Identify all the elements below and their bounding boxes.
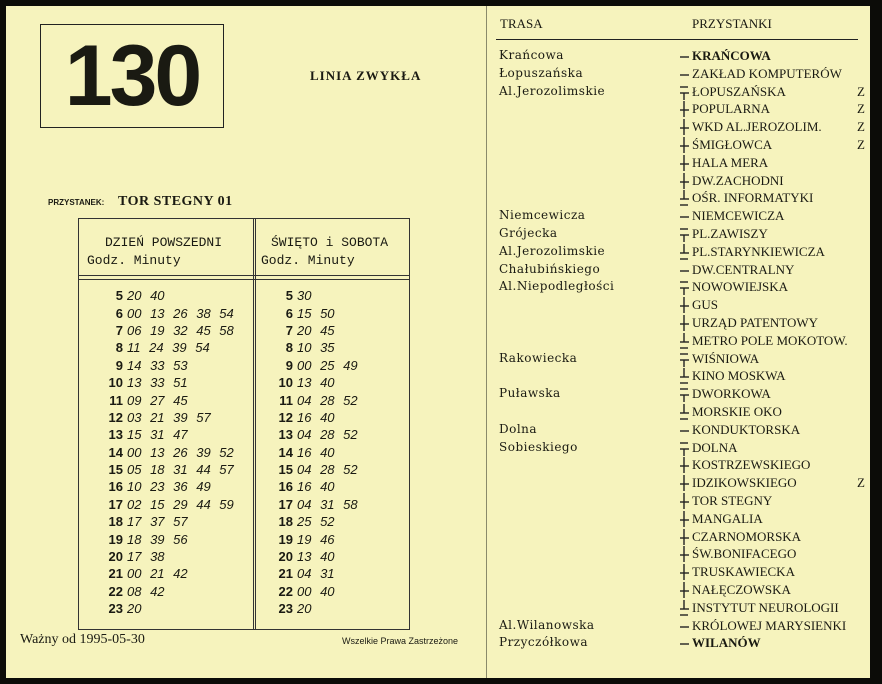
minutes: 11 24 39 54: [127, 340, 210, 356]
route-connector-dash: [675, 208, 691, 224]
column-divider: [486, 6, 487, 678]
line-number-box: [40, 24, 224, 128]
minutes: 10 23 36 49: [127, 479, 211, 495]
route-connector-bot: [675, 190, 691, 206]
route-connector-dash: [675, 422, 691, 438]
minutes: 19 46: [297, 531, 335, 547]
route-connector-top: [675, 279, 691, 295]
request-stop-marker: Z: [857, 137, 865, 152]
minutes: 20 45: [297, 322, 335, 338]
timetable-row: [87, 444, 234, 461]
minutes: 14 33 53: [127, 357, 188, 373]
minutes: 05 18 31 44 57: [127, 462, 234, 478]
hour: 19: [278, 531, 293, 547]
minutes: 00 13 26 38 54: [127, 305, 234, 321]
route-connector-dash: [675, 618, 691, 634]
request-stop-marker: Z: [857, 119, 865, 135]
route-connector-bot: [675, 244, 691, 260]
route-stop: NOWOWIEJSKA: [692, 279, 789, 295]
street-name: Sobieskiego: [499, 439, 578, 454]
timetable-row: [87, 583, 234, 600]
minutes: 13 40: [297, 549, 335, 565]
route-header: TRASA: [500, 16, 543, 31]
hour: 20: [108, 549, 123, 565]
timetable-row: [257, 444, 358, 461]
hour: 8: [285, 340, 293, 356]
timetable-row: [87, 548, 234, 565]
timetable-row: [87, 322, 234, 339]
line-type: LINIA ZWYKŁA: [310, 68, 422, 83]
route-connector-bot: [675, 404, 691, 420]
header-rule: [496, 39, 858, 40]
route-stop: CZARNOMORSKA: [692, 528, 802, 544]
hour: 23: [278, 601, 293, 617]
route-connector-top: [675, 226, 691, 242]
route-stop: PL.ZAWISZY: [692, 226, 768, 241]
timetable-row: [257, 287, 358, 304]
route-connector-dash: [675, 635, 691, 651]
street-name: Krańcowa: [499, 48, 564, 62]
route-stop: KOSTRZEWSKIEGO: [692, 457, 811, 473]
hour: 13: [278, 427, 293, 443]
street-name: Grójecka: [499, 226, 558, 240]
hour: 9: [115, 357, 123, 373]
request-stop-marker: Z: [857, 475, 865, 491]
route-connector-top: [675, 440, 691, 456]
valid-from: Ważny od 1995-05-30: [20, 632, 145, 647]
route-stop: PL.STARYNKIEWICZA: [692, 243, 825, 259]
timetable-row: [87, 374, 234, 391]
hour: 18: [108, 514, 123, 530]
route-connector-mid: [675, 297, 691, 313]
route-connector-mid: [675, 119, 691, 135]
route-stop: KINO MOSKWA: [692, 368, 786, 384]
timetable-sheet: [6, 6, 870, 678]
minutes: 00 40: [297, 583, 335, 599]
timetable-row: [257, 530, 358, 547]
weekday-rows: [87, 287, 234, 617]
hour: 22: [278, 583, 293, 599]
minutes: 16 40: [297, 479, 335, 495]
minutes: 04 28 52: [297, 392, 358, 408]
timetable-row: [257, 478, 358, 495]
route-connector-top: [675, 351, 691, 367]
route-stop: KRÓLOWEJ MARYSIENKI: [692, 617, 847, 633]
hour: 19: [108, 531, 123, 547]
minutes: 00 13 26 39 52: [127, 444, 234, 460]
request-stop-marker: Z: [857, 83, 865, 99]
minutes: 18 39 56: [127, 531, 188, 547]
route-stop: MANGALIA: [692, 510, 763, 526]
timetable-row: [87, 478, 234, 495]
hour: 6: [115, 305, 123, 321]
timetable-row: [257, 304, 358, 321]
route-stop: OŚR. INFORMATYKI: [692, 190, 814, 206]
route-connector-bot: [675, 333, 691, 349]
timetable-row: [87, 357, 234, 374]
timetable-row: [257, 461, 358, 478]
minutes: 15 50: [297, 305, 335, 321]
hour: 17: [108, 496, 123, 512]
minutes: 13 40: [297, 375, 335, 391]
route-stop: URZĄD PATENTOWY: [692, 315, 819, 330]
timetable-row: [257, 391, 358, 408]
route-stop: DWORKOWA: [692, 386, 771, 402]
hour: 10: [278, 375, 293, 391]
timetable-row: [257, 357, 358, 374]
minutes: 30: [297, 288, 312, 304]
stops-header: PRZYSTANKI: [692, 16, 772, 31]
route-stop: TOR STEGNY: [692, 493, 773, 508]
minutes: 10 35: [297, 340, 335, 356]
route-stop: WILANÓW: [692, 635, 761, 651]
route-stop: DOLNA: [692, 439, 738, 455]
route-connector-mid: [675, 173, 691, 189]
route-connector-dash: [675, 48, 691, 64]
route-connector-mid: [675, 137, 691, 153]
street-name: Al.Jerozolimskie: [499, 243, 606, 258]
minutes: 06 19 32 45 58: [127, 322, 234, 338]
minutes: 25 52: [297, 514, 335, 530]
street-name: Niemcewicza: [499, 208, 586, 223]
header-rule: [79, 279, 409, 280]
line-number: 130: [64, 28, 200, 124]
timetable-row: [257, 339, 358, 356]
timetable-row: [87, 304, 234, 321]
timetable-row: [87, 426, 234, 443]
minutes: 04 28 52: [297, 427, 358, 443]
holiday-rows: [257, 287, 358, 617]
street-name: Rakowiecka: [499, 350, 578, 365]
route-connector-mid: [675, 475, 691, 491]
hour: 21: [278, 566, 293, 582]
timetable-row: [257, 600, 358, 617]
route-stop: IDZIKOWSKIEGO: [692, 475, 797, 491]
route-stop: NIEMCEWICZA: [692, 208, 785, 224]
route-stop: DW.ZACHODNI: [692, 172, 784, 188]
weekday-col-header: Godz. Minuty: [87, 253, 181, 268]
timetable-row: [257, 583, 358, 600]
hour: 12: [108, 409, 123, 425]
departure-table: [78, 218, 410, 630]
street-name: Al.Jerozolimskie: [499, 83, 606, 98]
timetable-row: [87, 391, 234, 408]
minutes: 17 38: [127, 549, 165, 565]
minutes: 16 40: [297, 409, 335, 425]
route-connector-mid: [675, 564, 691, 580]
route-stop: NAŁĘCZOWSKA: [692, 582, 791, 597]
route-stop: METRO POLE MOKOTOW.: [692, 332, 848, 348]
timetable-row: [257, 426, 358, 443]
minutes: 00 25 49: [297, 357, 358, 373]
route-connector-dash: [675, 66, 691, 82]
street-name: Puławska: [499, 386, 561, 401]
timetable-row: [87, 513, 234, 530]
route-stop: WKD AL.JEROZOLIM.: [692, 119, 822, 135]
timetable-row: [257, 513, 358, 530]
route-connector-mid: [675, 546, 691, 562]
street-name: Chałubińskiego: [499, 261, 601, 276]
minutes: 16 40: [297, 444, 335, 460]
route-connector-top: [675, 386, 691, 402]
timetable-row: [257, 565, 358, 582]
route-connector-mid: [675, 155, 691, 171]
hour: 20: [278, 549, 293, 565]
route-stop: MORSKIE OKO: [692, 404, 782, 419]
holiday-col-header: Godz. Minuty: [261, 253, 355, 268]
hour: 18: [278, 514, 293, 530]
timetable-row: [87, 530, 234, 547]
hour: 7: [285, 322, 293, 338]
route-connector-bot: [675, 600, 691, 616]
timetable-row: [87, 339, 234, 356]
timetable-row: [257, 409, 358, 426]
timetable-row: [87, 461, 234, 478]
hour: 6: [285, 305, 293, 321]
stop-label: PRZYSTANEK:: [48, 198, 105, 207]
minutes: 13 33 51: [127, 375, 188, 391]
hour: 16: [108, 479, 123, 495]
timetable-row: [87, 496, 234, 513]
timetable-row: [257, 548, 358, 565]
hour: 8: [115, 340, 123, 356]
hour: 15: [108, 462, 123, 478]
hour: 22: [108, 583, 123, 599]
route-stop: TRUSKAWIECKA: [692, 564, 795, 580]
route-stop: KRAŃCOWA: [692, 48, 771, 63]
route-stop: WIŚNIOWA: [692, 350, 760, 366]
hour: 5: [285, 288, 293, 304]
route-stop: POPULARNA: [692, 101, 771, 117]
route-stop: KONDUKTORSKA: [692, 421, 801, 437]
holiday-title: ŚWIĘTO i SOBOTA: [271, 235, 389, 250]
minutes: 20 40: [127, 288, 165, 304]
street-name: Łopuszańska: [499, 65, 584, 80]
route-connector-mid: [675, 101, 691, 117]
hour: 23: [108, 601, 123, 617]
route-stop: HALA MERA: [692, 154, 769, 170]
timetable-row: [257, 496, 358, 513]
hour: 21: [108, 566, 123, 582]
street-name: Dolna: [499, 421, 538, 436]
weekday-title: DZIEŃ POWSZEDNI: [105, 235, 223, 250]
route-stop: GUS: [692, 297, 719, 313]
route-stop: ŚW.BONIFACEGO: [692, 546, 797, 562]
minutes: 20: [127, 601, 142, 617]
minutes: 15 31 47: [127, 427, 188, 443]
minutes: 08 42: [127, 583, 165, 599]
route-connector-mid: [675, 315, 691, 331]
route-stop: INSTYTUT NEUROLOGII: [692, 599, 839, 615]
route-stop: ŚMIGŁOWCA: [692, 137, 773, 152]
hour: 10: [108, 375, 123, 391]
route-connector-mid: [675, 457, 691, 473]
street-name: Przyczółkowa: [499, 635, 588, 650]
minutes: 04 31: [297, 566, 335, 582]
minutes: 20: [297, 601, 312, 617]
hour: 11: [109, 392, 123, 408]
route-connector-mid: [675, 529, 691, 545]
hour: 14: [108, 444, 123, 460]
hour: 15: [278, 462, 293, 478]
route-stop: ZAKŁAD KOMPUTERÓW: [692, 65, 842, 81]
minutes: 03 21 39 57: [127, 409, 211, 425]
table-separator: [253, 219, 256, 629]
timetable-row: [257, 374, 358, 391]
route-connector-mid: [675, 493, 691, 509]
street-name: Al.Niepodległości: [499, 279, 615, 294]
request-stop-marker: Z: [857, 101, 865, 117]
route-connector-mid: [675, 511, 691, 527]
header-rule: [79, 275, 409, 276]
minutes: 17 37 57: [127, 514, 188, 530]
hour: 11: [279, 392, 293, 408]
timetable-row: [257, 322, 358, 339]
hour: 13: [108, 427, 123, 443]
minutes: 04 31 58: [297, 496, 358, 512]
stop-name: TOR STEGNY 01: [118, 194, 233, 209]
hour: 16: [278, 479, 293, 495]
hour: 17: [278, 496, 293, 512]
timetable-row: [87, 409, 234, 426]
hour: 14: [278, 444, 293, 460]
timetable-row: [87, 287, 234, 304]
route-connector-mid: [675, 582, 691, 598]
minutes: 00 21 42: [127, 566, 188, 582]
timetable-row: [87, 600, 234, 617]
hour: 5: [115, 288, 123, 304]
route-stop: ŁOPUSZAŃSKA: [692, 83, 786, 99]
route-connector-dash: [675, 262, 691, 278]
minutes: 02 15 29 44 59: [127, 496, 234, 512]
minutes: 09 27 45: [127, 392, 188, 408]
timetable-row: [87, 565, 234, 582]
hour: 12: [278, 409, 293, 425]
rights-notice: Wszelkie Prawa Zastrzeżone: [342, 636, 459, 646]
route-stop: DW.CENTRALNY: [692, 261, 795, 277]
hour: 7: [115, 322, 123, 338]
hour: 9: [285, 357, 293, 373]
route-connector-top: [675, 84, 691, 100]
minutes: 04 28 52: [297, 462, 358, 478]
street-name: Al.Wilanowska: [499, 617, 595, 632]
route-connector-bot: [675, 368, 691, 384]
